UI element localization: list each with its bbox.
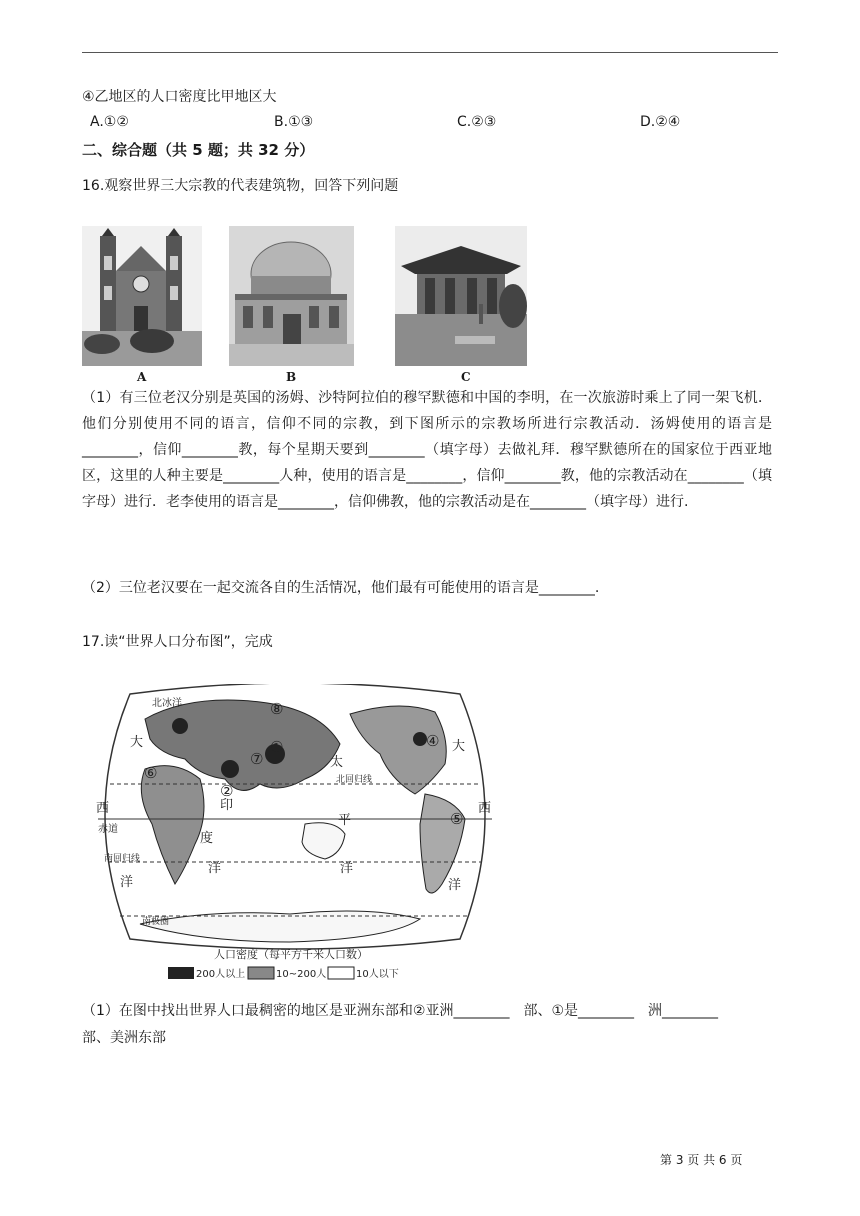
label-indian-2: 度: [200, 831, 214, 846]
label-tropic-capricorn: 南回归线: [104, 854, 141, 864]
legend-title: 人口密度（每平方千米人口数）: [214, 948, 368, 961]
label-atlantic-w-2: 西: [96, 801, 110, 816]
label-atlantic-e-2: 西: [478, 801, 492, 816]
q15-option-c[interactable]: [457, 114, 496, 130]
label-atlantic-w-3: 洋: [120, 875, 134, 890]
q17-stem: 17.读“世界人口分布图”，完成: [82, 634, 273, 650]
mosque-image: [229, 226, 354, 366]
q17-part-1-line-1: （1）在图中找出世界人口最稠密的地区是亚洲东部和②亚洲________ 部、①是________ 洲________: [82, 1003, 719, 1019]
label-indian-3: 洋: [208, 861, 222, 876]
label-atlantic-e-3: 洋: [448, 878, 462, 893]
marker-2: ②: [220, 782, 234, 800]
section-2-heading: 二、综合题（共 5 题；共 32 分）: [82, 141, 315, 159]
option-letter: C.: [457, 114, 472, 130]
q15-option-d[interactable]: [640, 114, 680, 130]
option-letter: D.: [640, 114, 656, 130]
photo-caption-c: C: [461, 370, 471, 384]
label-pacific-1: 太: [330, 755, 344, 770]
world-population-map: [90, 684, 500, 989]
photo-caption-b: B: [286, 370, 297, 384]
q15-statement-4: ④乙地区的人口密度比甲地区大: [82, 89, 277, 105]
marker-1: ①: [270, 738, 284, 756]
legend-item-medium: 10~200人: [276, 969, 327, 980]
option-text: ①②: [103, 114, 129, 130]
option-letter: A.: [90, 114, 104, 130]
label-antarctic: 南极圈: [142, 917, 170, 927]
label-pacific-3: 洋: [340, 861, 354, 876]
q15-option-a[interactable]: [90, 114, 129, 130]
mosque-photo: [229, 226, 354, 366]
legend-item-sparse: 10人以下: [356, 969, 399, 980]
option-text: ②③: [471, 114, 497, 130]
label-atlantic-e-1: 大: [452, 739, 466, 754]
marker-6: ⑥: [144, 764, 158, 782]
legend-item-dense: 200人以上: [196, 969, 246, 980]
page-footer: 第 3 页 共 6 页: [660, 1153, 743, 1167]
label-equator: 赤道: [98, 824, 118, 835]
legend-swatch-dense: [168, 967, 194, 979]
option-text: ②④: [655, 114, 681, 130]
q15-option-b[interactable]: [274, 114, 313, 130]
photo-caption-a: A: [137, 370, 147, 384]
marker-8: ⑧: [270, 700, 284, 718]
q16-part-2: （2）三位老汉要在一起交流各自的生活情况，他们最有可能使用的语言是________.: [82, 580, 600, 596]
label-arctic: 北冰洋: [152, 698, 182, 709]
temple-image: [395, 226, 527, 366]
label-indian-1: 印: [220, 798, 234, 813]
q16-part-1: （1）有三位老汉分别是英国的汤姆、沙特阿拉伯的穆罕默德和中国的李明，在一次旅游时乘上了同一架飞机．他们分别使用不同的语言，信仰不同的宗教，到下图所示的宗教场所进行宗教活动．汤姆使用的语言是________，信仰________教，每个星期天要到________（填字母）去做礼拜．穆罕默德所在的国家位于西亚地区，这里的人种主要是________人种，使用的语言是________，信仰________教，他的宗教活动在________（填字母）进行．老李使用的语言是________，信仰佛教，他的宗教活动是在________（填字母）进行.: [82, 390, 772, 510]
marker-7: ⑦: [250, 750, 264, 768]
church-photo: [82, 226, 202, 366]
temple-photo: [395, 226, 527, 366]
marker-5: ⑤: [450, 810, 464, 828]
q17-part-1-line-2: 部、美洲东部: [82, 1030, 166, 1046]
label-pacific-2: 平: [338, 813, 352, 828]
q16-stem: 16.观察世界三大宗教的代表建筑物，回答下列问题: [82, 178, 399, 194]
church-image: [82, 226, 202, 366]
header-rule: [82, 52, 778, 53]
marker-4: ④: [426, 732, 440, 750]
option-text: ①③: [288, 114, 314, 130]
legend-swatch-medium: [248, 967, 274, 979]
map-svg: [90, 684, 500, 989]
legend-swatch-sparse: [328, 967, 354, 979]
option-letter: B.: [274, 114, 289, 130]
label-tropic-cancer: 北回归线: [336, 775, 373, 785]
label-atlantic-w-1: 大: [130, 735, 144, 750]
